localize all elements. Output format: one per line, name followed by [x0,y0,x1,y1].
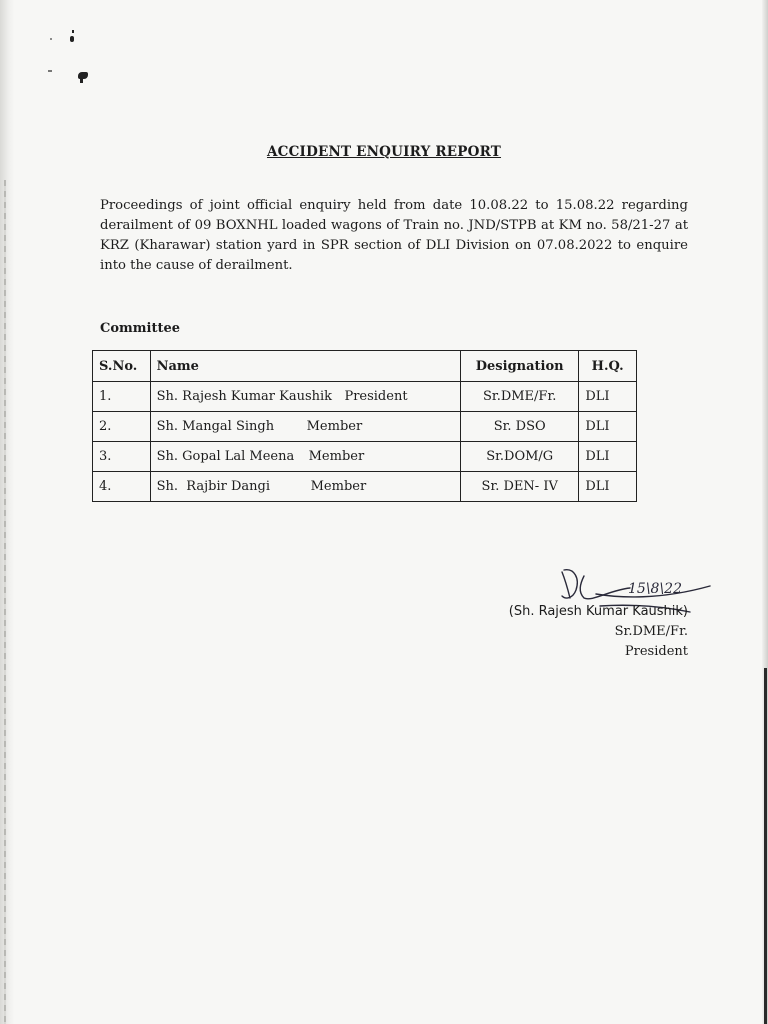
header-hq: H.Q. [579,351,637,382]
cell-designation: Sr.DOM/G [461,442,579,472]
scan-right-bar [764,668,767,1024]
member-role: Member [308,449,365,464]
signatory-designation: Sr.DME/Fr. [614,624,688,639]
member-name: Sh. Rajesh Kumar Kaushik [156,389,333,404]
cell-name [150,442,460,472]
member-role: President [344,389,408,404]
table-row [93,412,637,442]
scan-speck [72,30,74,33]
report-title: ACCIDENT ENQUIRY REPORT [266,144,502,160]
scan-speck [48,70,52,72]
cell-name [150,412,460,442]
cell-designation: Sr. DEN- IV [461,472,579,502]
cell-sno: 1. [93,382,151,412]
cell-designation: Sr.DME/Fr. [461,382,579,412]
cell-hq: DLI [579,412,637,442]
table-row [93,472,637,502]
table-row [93,442,637,472]
committee-heading: Committee [100,321,181,336]
table-header-row [93,351,637,382]
cell-sno: 3. [93,442,151,472]
cell-sno: 2. [93,412,151,442]
proceedings-paragraph: Proceedings of joint official enquiry held from date 10.08.22 to 15.08.22 regarding derailment of 09 BOXNHL loaded wagons of Train no. JND/STPB at KM no. 58/21-27 at KRZ (Kharawar) station yard in SPR section of DLI Division on 07.08.2022 to enquire into the cause of derailment. [100,198,688,273]
member-role: Member [310,479,367,494]
scan-speck [70,36,74,42]
cell-hq: DLI [579,442,637,472]
cell-name [150,382,460,412]
member-name: Sh. Gopal Lal Meena [156,449,295,464]
signature-date: 15\8\22 [628,581,682,597]
scan-binding-marks [4,180,6,1024]
signatory-name: (Sh. Rajesh Kumar Kaushik) [508,604,688,619]
cell-hq: DLI [579,382,637,412]
signatory-role: President [624,644,688,659]
committee-table [92,350,637,502]
member-name: Sh. Rajbir Dangi [156,479,271,494]
cell-designation: Sr. DSO [461,412,579,442]
header-name: Name [150,351,460,382]
cell-hq: DLI [579,472,637,502]
scan-speck [50,38,52,40]
scan-speck [80,78,83,83]
signatory-block [492,602,688,662]
table-row [93,382,637,412]
header-designation: Designation [461,351,579,382]
header-sno: S.No. [93,351,151,382]
member-name: Sh. Mangal Singh [156,419,275,434]
member-role: Member [306,419,363,434]
cell-name [150,472,460,502]
cell-sno: 4. [93,472,151,502]
